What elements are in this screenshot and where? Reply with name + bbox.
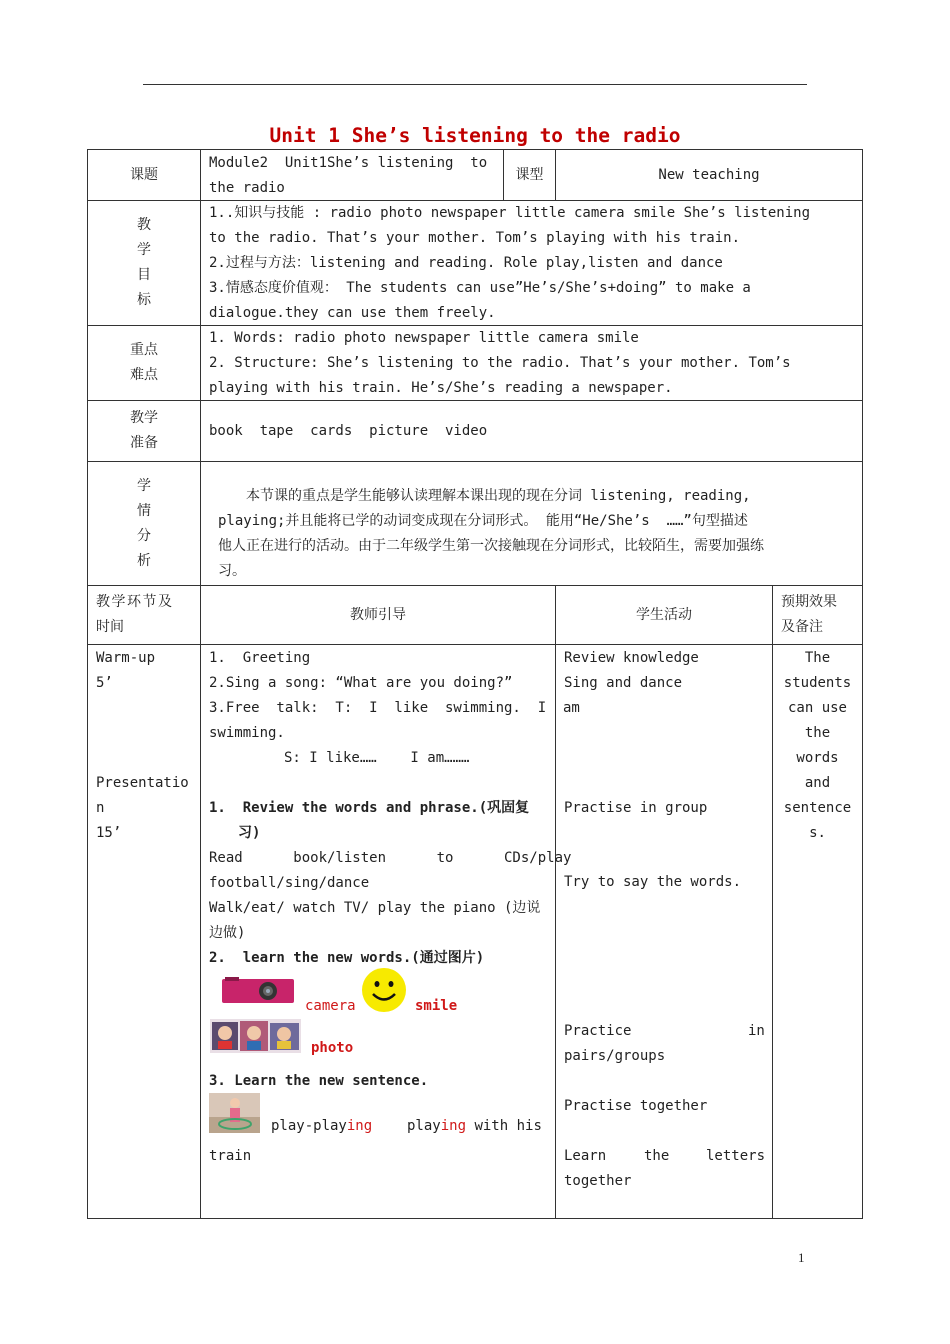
analysis-line: 本节课的重点是学生能够认读理解本课出现的现在分词 listening, reading,: [218, 488, 751, 504]
teacher-heading: 3. Learn the new sentence.: [209, 1073, 429, 1089]
sentence-part: play-play: [271, 1118, 347, 1134]
ing-suffix: ing: [440, 1118, 467, 1134]
topic-value: [209, 151, 501, 201]
type-value: New teaching: [658, 166, 760, 183]
stage-warmup: Warm-up: [96, 650, 156, 666]
camera-image: [222, 975, 294, 1005]
teacher-heading: 1. Review the words and phrase.(巩固复: [209, 800, 530, 816]
key-points-label: [88, 326, 200, 400]
expected-line: s.: [809, 825, 826, 841]
expected-line: the: [804, 725, 831, 741]
label-char: 学: [137, 242, 151, 258]
key-points-text: [209, 326, 854, 401]
student-column: [564, 646, 766, 696]
expected-line: can use: [787, 700, 847, 716]
teacher-heading: 2. learn the new words.(通过图片): [209, 950, 485, 966]
analysis-line: playing;并且能将已学的动词变成现在分词形式。 能用“He/She’s ……”句型描述: [218, 513, 748, 529]
student-line: Review knowledge: [564, 650, 699, 666]
student-line: in: [748, 1023, 765, 1039]
header-expected: [781, 590, 861, 640]
student-line: together: [564, 1173, 632, 1189]
analysis-line: 他人正在进行的活动。由于二年级学生第一次接触现在分词形式，比较陌生，需要加强练: [218, 538, 764, 554]
page-number: 1: [798, 1250, 805, 1265]
page-title: Unit 1 She’s listening to the radio: [269, 124, 681, 147]
label-line: 难点: [130, 367, 158, 383]
student-line: Practice: [564, 1023, 632, 1039]
objectives-label: [88, 201, 200, 325]
header-line: 预期效果: [781, 594, 837, 610]
student-line: Practise in group: [564, 800, 708, 816]
stage-time: 5’: [96, 675, 113, 691]
word-camera: camera: [305, 998, 356, 1014]
objective-line: 1..知识与技能 : radio photo newspaper little camera smile She’s listening: [209, 205, 811, 221]
stage-presentation: n: [96, 800, 105, 816]
student-line: pairs/groups: [564, 1048, 666, 1064]
smile-icon: [361, 967, 407, 1013]
student-line: Practise together: [564, 1098, 708, 1114]
label-char: 分: [137, 527, 151, 544]
student-line: Learn: [564, 1148, 607, 1164]
key-point-line: 1. Words: radio photo newspaper little camera smile: [209, 330, 639, 346]
stage-time: 15’: [96, 825, 122, 841]
expected-line: The: [804, 650, 831, 666]
student-line: the: [644, 1148, 670, 1164]
teacher-column: [209, 646, 580, 971]
stage-column: [96, 646, 200, 846]
expected-line: students: [783, 675, 852, 691]
teacher-line: 1. Greeting: [209, 650, 311, 666]
stage-presentation: Presentatio: [96, 775, 189, 791]
header-rule: [143, 84, 807, 85]
sentence-playing-with: [407, 1114, 542, 1139]
teacher-line: swimming.: [209, 725, 285, 741]
sentence-part: with his: [466, 1118, 542, 1134]
topic-line: the radio: [209, 180, 285, 196]
analysis-line: 习。: [218, 563, 246, 579]
teacher-line: football/sing/dance: [209, 875, 370, 891]
objective-line: dialogue.they can use them freely.: [209, 305, 496, 321]
objective-line: 2.过程与方法：listening and reading. Role play,listen and dance: [209, 255, 723, 271]
teacher-heading: 习): [238, 825, 261, 841]
label-char: 析: [137, 552, 151, 569]
teacher-line: Walk/eat/ watch TV/ play the piano (边说: [209, 900, 541, 916]
label-char: 目: [137, 267, 151, 283]
label-char: 情: [137, 502, 151, 519]
sentence-part: play: [407, 1118, 441, 1134]
label-char: 学: [137, 477, 151, 494]
header-line: 时间: [96, 619, 124, 635]
label-line: 教学: [130, 410, 158, 426]
student-line: Try to say the words.: [564, 874, 742, 890]
playing-image: [209, 1093, 260, 1133]
expected-column: [773, 646, 862, 846]
preparation-text: book tape cards picture video: [209, 423, 488, 439]
photo-image: [210, 1019, 301, 1053]
preparation-label: [88, 401, 200, 461]
word-photo: photo: [311, 1040, 354, 1056]
expected-line: and: [804, 775, 831, 791]
header-line: 及备注: [781, 619, 823, 635]
objective-line: to the radio. That’s your mother. Tom’s playing with his train.: [209, 230, 741, 246]
expected-line: words: [796, 750, 839, 766]
ing-suffix: ing: [346, 1118, 373, 1134]
analysis-text: [218, 484, 858, 584]
teacher-line: Read book/listen to CDs/play: [209, 850, 572, 866]
teacher-line: S: I like…… I am………: [284, 750, 470, 766]
sentence-train: train: [209, 1148, 252, 1164]
label-char: 标: [137, 292, 151, 308]
analysis-label: [88, 462, 200, 585]
key-point-line: playing with his train. He’s/She’s reading a newspaper.: [209, 380, 673, 396]
objective-line: 3.情感态度价值观： The students can use”He’s/She’s+doing” to make a: [209, 280, 751, 296]
label-line: 准备: [130, 435, 158, 451]
topic-label: 课题: [130, 166, 158, 183]
header-stage-time: [96, 590, 196, 640]
type-label: 课型: [515, 166, 544, 183]
expected-line: sentence: [783, 800, 852, 816]
teacher-line: 边做): [209, 925, 246, 941]
student-line: Sing and dance: [564, 675, 683, 691]
word-smile: smile: [415, 998, 458, 1014]
teacher-line: 3.Free talk: T: I like swimming. I am: [209, 700, 580, 716]
objectives-text: [209, 201, 854, 326]
topic-line: Module2 Unit1She’s listening to: [209, 155, 488, 171]
header-teacher: 教师引导: [350, 606, 406, 623]
teacher-line: 2.Sing a song: “What are you doing?”: [209, 675, 513, 691]
label-char: 教: [137, 217, 151, 233]
label-line: 重点: [130, 342, 158, 358]
header-student: 学生活动: [636, 606, 692, 623]
sentence-play-playing: [271, 1114, 372, 1139]
key-point-line: 2. Structure: She’s listening to the radio. That’s your mother. Tom’s: [209, 355, 791, 371]
student-line: letters: [706, 1148, 766, 1164]
header-line: 教学环节及: [96, 594, 174, 610]
